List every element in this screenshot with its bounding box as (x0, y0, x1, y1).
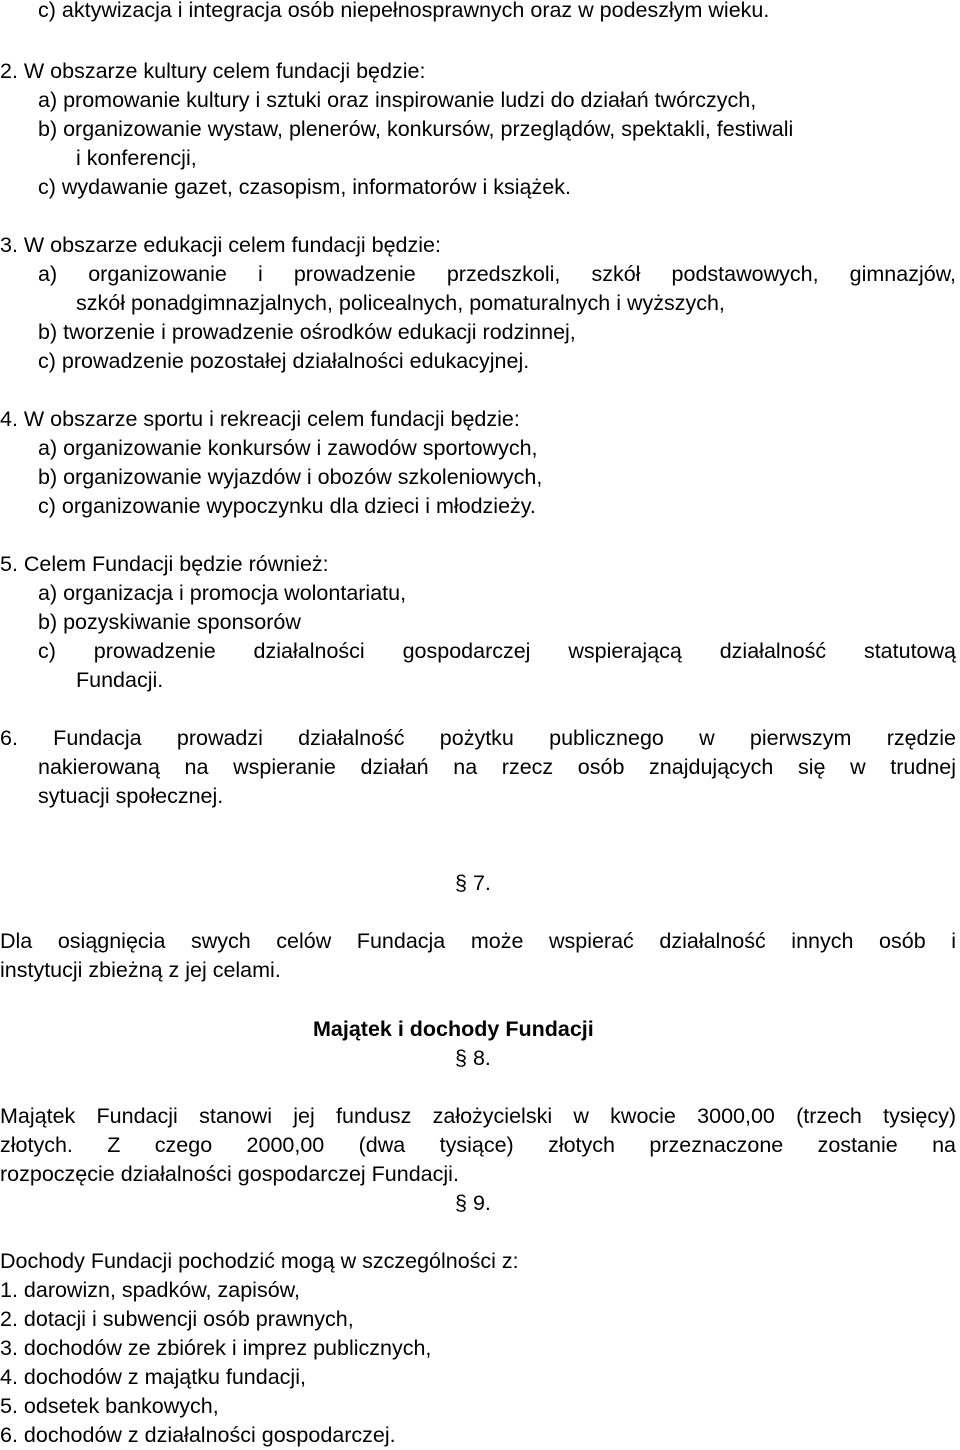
paragraph-8-line-3: rozpoczęcie działalności gospodarczej Fundacji. (0, 1162, 459, 1186)
paragraph-8-line-1: Majątek Fundacji stanowi jej fundusz założycielski w kwocie 3000,00 (trzech tysięcy) (0, 1104, 956, 1128)
income-list-item: 3. dochodów ze zbiórek i imprez publicznych, (0, 1336, 432, 1360)
income-list-item: 4. dochodów z majątku fundacji, (0, 1365, 306, 1389)
section-3-item-a: a) organizowanie i prowadzenie przedszkoli, szkół podstawowych, gimnazjów, (38, 262, 956, 286)
section-5-item-c-cont: Fundacji. (76, 668, 164, 692)
income-list-item: 6. dochodów z działalności gospodarczej. (0, 1423, 396, 1447)
section-sign-icon: § (455, 1191, 467, 1215)
paragraph-7-number: 7. (472, 871, 491, 895)
section-3-item-a-cont: szkół ponadgimnazjalnych, policealnych, pomaturalnych i wyższych, (76, 291, 725, 315)
section-4-item-a: a) organizowanie konkursów i zawodów sportowych, (38, 436, 538, 460)
list-item-c: c) aktywizacja i integracja osób niepełnosprawnych oraz w podeszłym wieku. (38, 0, 770, 22)
paragraph-9-marker (455, 1189, 491, 1218)
section-4-heading: 4. W obszarze sportu i rekreacji celem fundacji będzie: (0, 407, 520, 431)
income-list-item: 5. odsetek bankowych, (0, 1394, 219, 1418)
section-2-item-b-cont: i konferencji, (76, 146, 197, 170)
heading-majatek: Majątek i dochody Fundacji (313, 1017, 594, 1041)
paragraph-9-intro: Dochody Fundacji pochodzić mogą w szczególności z: (0, 1249, 519, 1273)
section-4-item-b: b) organizowanie wyjazdów i obozów szkoleniowych, (38, 465, 543, 489)
section-5-heading: 5. Celem Fundacji będzie również: (0, 552, 329, 576)
section-4-item-c: c) organizowanie wypoczynku dla dzieci i młodzieży. (38, 494, 536, 518)
paragraph-7-marker (455, 869, 491, 898)
section-3-heading: 3. W obszarze edukacji celem fundacji będzie: (0, 233, 441, 257)
section-5-item-c: c) prowadzenie działalności gospodarczej wspierającą działalność statutową (38, 639, 956, 663)
income-list-item: 2. dotacji i subwencji osób prawnych, (0, 1307, 354, 1331)
income-list-item: 1. darowizn, spadków, zapisów, (0, 1278, 300, 1302)
section-2-item-a: a) promowanie kultury i sztuki oraz inspirowanie ludzi do działań twórczych, (38, 88, 757, 112)
section-3-item-b: b) tworzenie i prowadzenie ośrodków edukacji rodzinnej, (38, 320, 576, 344)
paragraph-8-number: 8. (472, 1046, 491, 1070)
paragraph-7-line-1: Dla osiągnięcia swych celów Fundacja może wspierać działalność innych osób i (0, 929, 956, 953)
section-2-heading: 2. W obszarze kultury celem fundacji będzie: (0, 59, 426, 83)
section-6-line-1: 6. Fundacja prowadzi działalność pożytku publicznego w pierwszym rzędzie (0, 726, 956, 750)
section-2-item-c: c) wydawanie gazet, czasopism, informatorów i książek. (38, 175, 571, 199)
paragraph-7-line-2: instytucji zbieżną z jej celami. (0, 958, 281, 982)
section-sign-icon: § (455, 871, 467, 895)
section-2-item-b: b) organizowanie wystaw, plenerów, konkursów, przeglądów, spektakli, festiwali (38, 117, 794, 141)
section-6-line-3: sytuacji społecznej. (38, 784, 224, 808)
section-sign-icon: § (455, 1046, 467, 1070)
paragraph-8-line-2: złotych. Z czego 2000,00 (dwa tysiące) złotych przeznaczone zostanie na (0, 1133, 956, 1157)
paragraph-9-number: 9. (472, 1191, 491, 1215)
section-3-item-c: c) prowadzenie pozostałej działalności edukacyjnej. (38, 349, 530, 373)
section-6-line-2: nakierowaną na wspieranie działań na rzecz osób znajdujących się w trudnej (38, 755, 956, 779)
section-5-item-a: a) organizacja i promocja wolontariatu, (38, 581, 407, 605)
section-5-item-b: b) pozyskiwanie sponsorów (38, 610, 301, 634)
paragraph-8-marker (455, 1044, 491, 1073)
